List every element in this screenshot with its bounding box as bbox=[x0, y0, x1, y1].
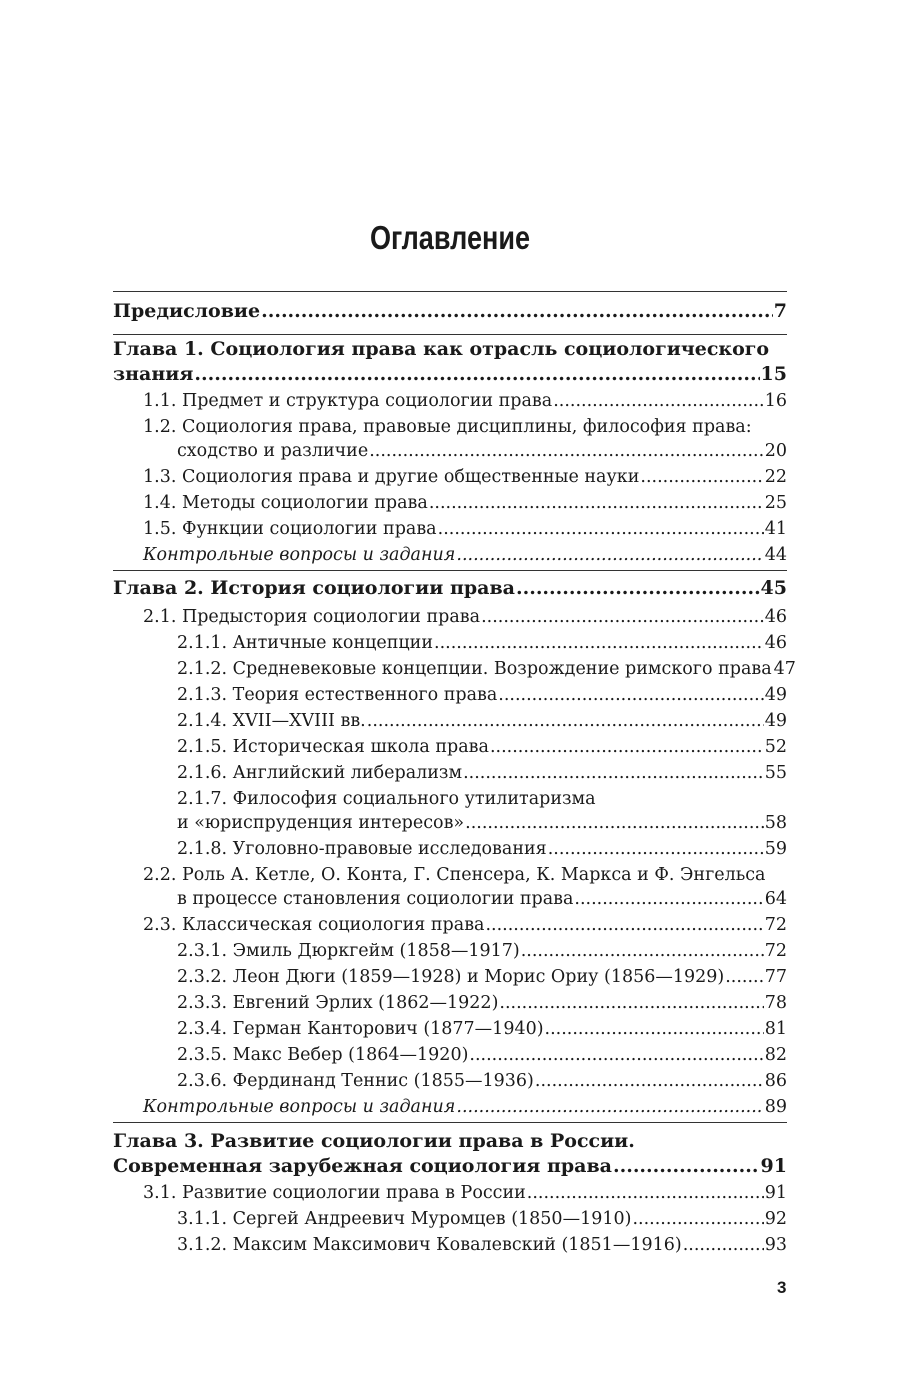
page-title: Оглавление bbox=[369, 219, 531, 256]
leader-dots bbox=[548, 836, 764, 862]
divider bbox=[113, 334, 787, 335]
toc-entry[interactable]: 3.1.2. Максим Максимович Ковалевский (1851—1916) ..... 93 bbox=[177, 1232, 787, 1258]
leader-dots bbox=[545, 1016, 764, 1042]
toc-chapter-2[interactable]: Глава 2. История социологии права ..... 45 bbox=[113, 575, 787, 601]
toc-entry[interactable]: 1.3. Социология права и другие общественные науки ..... 22 bbox=[143, 464, 787, 490]
leader-dots bbox=[613, 1153, 760, 1179]
toc-entry[interactable]: 2.3. Классическая социология права ..... 72 bbox=[143, 912, 787, 938]
toc-entry[interactable]: 2.1.6. Английский либерализм ..... 55 bbox=[177, 760, 787, 786]
leader-dots bbox=[725, 964, 763, 990]
toc-entry[interactable]: 2.3.2. Леон Дюги (1859—1928) и Морис Ориу (1856—1929) ..... 77 bbox=[177, 964, 787, 990]
leader-dots bbox=[535, 1068, 764, 1094]
leader-dots bbox=[369, 438, 764, 464]
toc-entry[interactable]: 2.3.1. Эмиль Дюркгейм (1858—1917) ..... 72 bbox=[177, 938, 787, 964]
toc-entry[interactable]: 2.1. Предыстория социологии права ..... 46 bbox=[143, 604, 787, 630]
divider bbox=[113, 291, 787, 292]
toc-entry[interactable]: 2.1.3. Теория естественного права ..... 49 bbox=[177, 682, 787, 708]
toc-entry-text[interactable]: 2.2. Роль А. Кетле, О. Конта, Г. Спенсера, К. Маркса и Ф. Энгельса bbox=[143, 865, 766, 885]
divider bbox=[113, 1122, 787, 1123]
leader-dots bbox=[574, 886, 763, 912]
leader-dots bbox=[469, 1042, 763, 1068]
leader-dots bbox=[456, 1094, 763, 1120]
leader-dots bbox=[490, 734, 764, 760]
toc-entry[interactable]: 2.1.1. Античные концепции ..... 46 bbox=[177, 630, 787, 656]
toc-entry[interactable]: 3.1. Развитие социологии права в России ..... 91 bbox=[143, 1180, 787, 1206]
toc-chapter-3-title[interactable]: Глава 3. Развитие социологии права в России. bbox=[113, 1130, 635, 1152]
toc-entry-preface[interactable]: Предисловие ..... 7 bbox=[113, 298, 787, 324]
toc-entry[interactable]: 2.1.5. Историческая школа права ..... 52 bbox=[177, 734, 787, 760]
toc-entry[interactable]: сходство и различие ..... 20 bbox=[177, 438, 787, 464]
leader-dots bbox=[632, 1206, 763, 1232]
leader-dots bbox=[367, 708, 764, 734]
leader-dots bbox=[261, 298, 773, 324]
leader-dots bbox=[527, 1180, 764, 1206]
leader-dots bbox=[194, 361, 759, 387]
leader-dots bbox=[499, 990, 763, 1016]
toc-entry[interactable]: 2.1.8. Уголовно-правовые исследования ..... 59 bbox=[177, 836, 787, 862]
toc-chapter-1[interactable]: знания ..... 15 bbox=[113, 361, 787, 387]
toc-entry[interactable]: 2.1.2. Средневековые концепции. Возрождение римского права 47 bbox=[177, 659, 796, 679]
leader-dots bbox=[463, 760, 764, 786]
leader-dots bbox=[456, 542, 763, 568]
toc-chapter-3[interactable]: Современная зарубежная социология права ..... 91 bbox=[113, 1153, 787, 1179]
toc-entry[interactable]: и «юриспруденция интересов» ..... 58 bbox=[177, 810, 787, 836]
toc-entry[interactable]: 2.3.6. Фердинанд Теннис (1855—1936) ..... 86 bbox=[177, 1068, 787, 1094]
leader-dots bbox=[683, 1232, 764, 1258]
leader-dots bbox=[429, 490, 764, 516]
leader-dots bbox=[481, 604, 764, 630]
leader-dots bbox=[640, 464, 763, 490]
toc-entry-questions[interactable]: Контрольные вопросы и задания ..... 44 bbox=[143, 542, 787, 568]
leader-dots bbox=[485, 912, 763, 938]
leader-dots bbox=[438, 516, 764, 542]
toc-entry[interactable]: 2.3.5. Макс Вебер (1864—1920) ..... 82 bbox=[177, 1042, 787, 1068]
toc-entry-text[interactable]: 1.2. Социология права, правовые дисциплины, философия права: bbox=[143, 417, 752, 437]
toc-entry[interactable]: 2.3.4. Герман Канторович (1877—1940) ..... 81 bbox=[177, 1016, 787, 1042]
leader-dots bbox=[498, 682, 763, 708]
leader-dots bbox=[553, 388, 764, 414]
toc-entry[interactable]: 3.1.1. Сергей Андреевич Муромцев (1850—1910) ..... 92 bbox=[177, 1206, 787, 1232]
page-number: 3 bbox=[777, 1278, 787, 1297]
toc-entry-text[interactable]: 2.1.7. Философия социального утилитаризма bbox=[177, 789, 596, 809]
toc-entry[interactable]: 2.3.3. Евгений Эрлих (1862—1922) ..... 78 bbox=[177, 990, 787, 1016]
divider bbox=[113, 570, 787, 571]
toc-chapter-1-title[interactable]: Глава 1. Социология права как отрасль социологического bbox=[113, 338, 770, 360]
leader-dots bbox=[516, 575, 760, 601]
toc-entry[interactable]: в процессе становления социологии права ..... 64 bbox=[177, 886, 787, 912]
toc-entry[interactable]: 1.1. Предмет и структура социологии права ..... 16 bbox=[143, 388, 787, 414]
leader-dots bbox=[434, 630, 764, 656]
leader-dots bbox=[521, 938, 764, 964]
toc-entry[interactable]: 1.4. Методы социологии права ..... 25 bbox=[143, 490, 787, 516]
toc-entry[interactable]: 2.1.4. XVII—XVIII вв. ..... 49 bbox=[177, 708, 787, 734]
leader-dots bbox=[465, 810, 764, 836]
toc-entry[interactable]: 1.5. Функции социологии права ..... 41 bbox=[143, 516, 787, 542]
toc-entry-questions[interactable]: Контрольные вопросы и задания ..... 89 bbox=[143, 1094, 787, 1120]
